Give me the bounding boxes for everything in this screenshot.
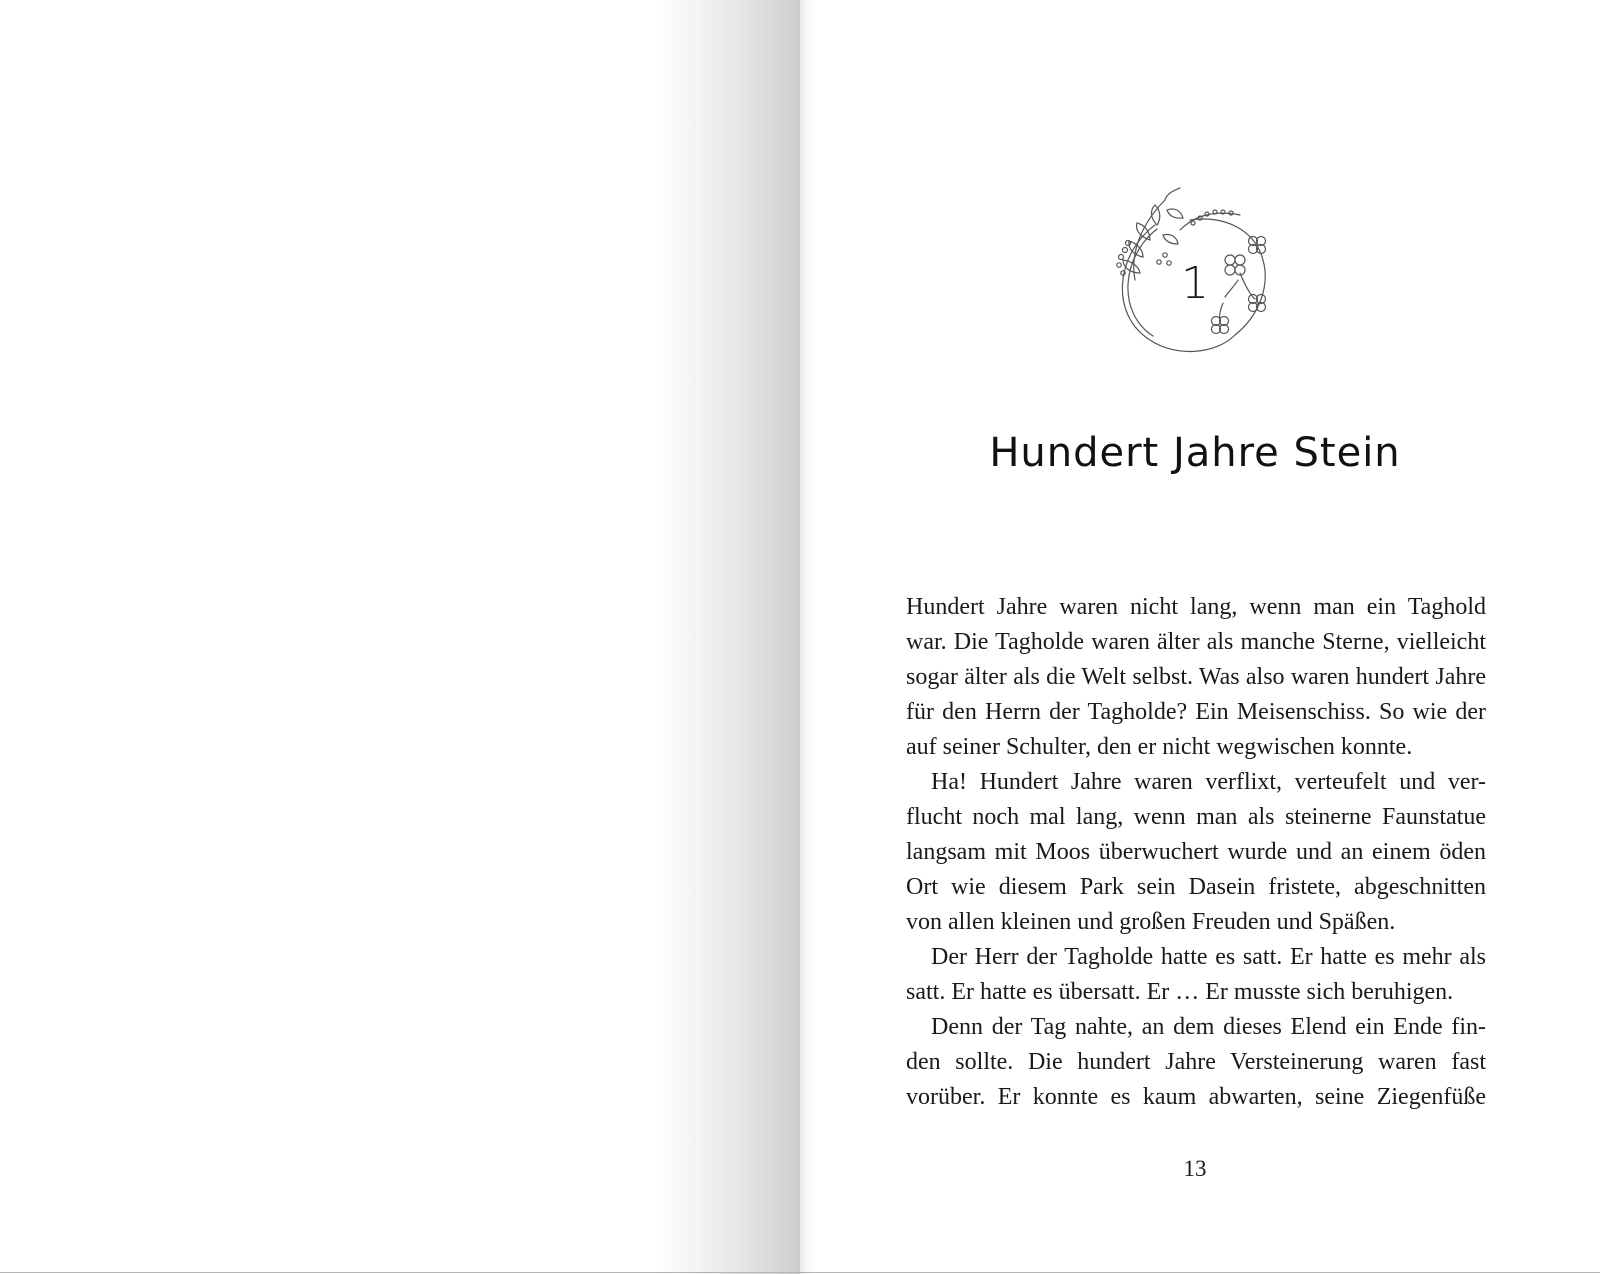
text-line: Denn der Tag nahte, an dem dieses Elend ein Ende fin- [931,1014,1486,1040]
bottom-border [0,1272,1600,1273]
text-line: vorüber. Er konnte es kaum abwarten, seine Ziegenfüße [906,1084,1486,1110]
text-line: satt. Er hatte es übersatt. Er … Er musste sich beruhigen. [906,979,1454,1005]
text-line: auf seiner Schulter, den er nicht wegwischen konnte. [906,734,1413,760]
text-line: flucht noch mal lang, wenn man als steinerne Faunstatue [906,804,1486,830]
text-line: Der Herr der Tagholde hatte es satt. Er hatte es mehr als [931,944,1486,970]
text-line: von allen kleinen und großen Freuden und Späßen. [906,909,1396,935]
chapter-body [906,590,1486,1115]
text-line: Hundert Jahre waren nicht lang, wenn man ein Taghold [906,594,1486,620]
text-line: war. Die Tagholde waren älter als manche Sterne, vielleicht [906,629,1486,655]
chapter-number: 1 [1181,258,1209,309]
chapter-title: Hundert Jahre Stein [989,430,1401,476]
text-line: Ha! Hundert Jahre waren verflixt, verteufelt und ver- [931,769,1486,795]
text-line: den sollte. Die hundert Jahre Versteinerung waren fast [906,1049,1486,1075]
text-line: Ort wie diesem Park sein Dasein fristete, abgeschnitten [906,874,1486,900]
page-number: 13 [1183,1156,1207,1181]
text-line: langsam mit Moos überwuchert wurde und an einem öden [906,839,1486,865]
text-line: für den Herrn der Tagholde? Ein Meisenschiss. So wie der [906,699,1486,725]
text-line: sogar älter als die Welt selbst. Was also waren hundert Jahre [906,664,1486,690]
